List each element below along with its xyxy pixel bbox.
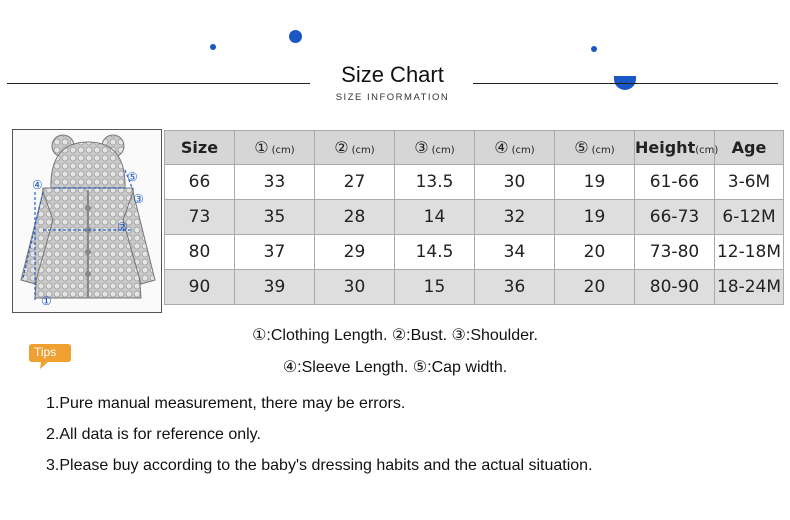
legend-line-2: ④:Sleeve Length. ⑤:Cap width.	[282, 359, 508, 376]
table-cell: 37	[235, 235, 315, 270]
table-cell: 73	[165, 200, 235, 235]
page-subtitle: SIZE INFORMATION	[335, 92, 450, 103]
col-header-height	[635, 131, 719, 165]
col-label: Age	[731, 138, 767, 157]
table-row	[165, 270, 784, 305]
table-row	[165, 165, 784, 200]
col-label: Size	[180, 138, 219, 157]
table-cell: 15	[395, 270, 475, 305]
table-cell: 19	[555, 200, 635, 235]
col-unit: (cm)	[431, 145, 455, 156]
table-cell: 29	[315, 235, 395, 270]
table-cell: 3-6M	[715, 165, 784, 200]
tips-badge	[28, 342, 72, 368]
col-marker: ⑤	[574, 138, 589, 157]
table-row	[165, 235, 784, 270]
col-marker: ④	[494, 138, 509, 157]
table-cell: 66	[165, 165, 235, 200]
col-unit: (cm)	[591, 145, 615, 156]
decor-dot	[289, 30, 302, 43]
cardigan-illustration	[13, 130, 161, 312]
col-header-clothing-length	[235, 131, 315, 165]
col-label: Height	[635, 138, 696, 157]
table-cell: 14.5	[395, 235, 475, 270]
col-marker: ③	[414, 138, 429, 157]
table-cell: 33	[235, 165, 315, 200]
legend-line-1: ①:Clothing Length. ②:Bust. ③:Shoulder.	[252, 327, 538, 344]
table-cell: 28	[315, 200, 395, 235]
table-cell: 30	[315, 270, 395, 305]
col-header-age	[715, 131, 784, 165]
col-unit: (cm)	[695, 145, 719, 156]
table-cell: 27	[315, 165, 395, 200]
product-image	[12, 129, 162, 313]
table-cell: 61-66	[635, 165, 715, 200]
col-header-sleeve-length	[475, 131, 555, 165]
decor-dot	[591, 46, 597, 52]
table-header-row	[165, 131, 784, 165]
col-header-bust	[315, 131, 395, 165]
page-title: Size Chart	[341, 62, 444, 87]
table-cell: 20	[555, 270, 635, 305]
table-cell: 80	[165, 235, 235, 270]
col-unit: (cm)	[271, 145, 295, 156]
col-header-cap-width	[555, 131, 635, 165]
table-cell: 6-12M	[715, 200, 784, 235]
table-cell: 66-73	[635, 200, 715, 235]
table-cell: 90	[165, 270, 235, 305]
marker-4: ④	[32, 178, 43, 192]
table-row	[165, 200, 784, 235]
col-unit: (cm)	[511, 145, 535, 156]
col-marker: ①	[254, 138, 269, 157]
col-marker: ②	[334, 138, 349, 157]
marker-5: ⑤	[127, 170, 138, 184]
table-cell: 39	[235, 270, 315, 305]
col-unit: (cm)	[351, 145, 375, 156]
note-1: 1.Pure manual measurement, there may be errors.	[46, 395, 406, 412]
divider-left	[7, 83, 310, 84]
table-cell: 30	[475, 165, 555, 200]
table-cell: 18-24M	[715, 270, 784, 305]
col-header-size	[165, 131, 235, 165]
table-cell: 12-18M	[715, 235, 784, 270]
col-header-shoulder	[395, 131, 475, 165]
table-cell: 73-80	[635, 235, 715, 270]
marker-2: ②	[117, 220, 128, 234]
table-cell: 14	[395, 200, 475, 235]
size-table	[164, 130, 784, 305]
table-cell: 20	[555, 235, 635, 270]
table-cell: 13.5	[395, 165, 475, 200]
table-cell: 32	[475, 200, 555, 235]
note-3: 3.Please buy according to the baby's dressing habits and the actual situation.	[46, 457, 593, 474]
decor-dot	[210, 44, 216, 50]
table-cell: 35	[235, 200, 315, 235]
tips-label: Tips	[34, 345, 57, 359]
marker-1: ①	[41, 294, 52, 308]
marker-3: ③	[133, 192, 144, 206]
divider-right	[473, 83, 778, 84]
table-cell: 80-90	[635, 270, 715, 305]
note-2: 2.All data is for reference only.	[46, 426, 261, 443]
table-cell: 34	[475, 235, 555, 270]
table-cell: 19	[555, 165, 635, 200]
table-cell: 36	[475, 270, 555, 305]
